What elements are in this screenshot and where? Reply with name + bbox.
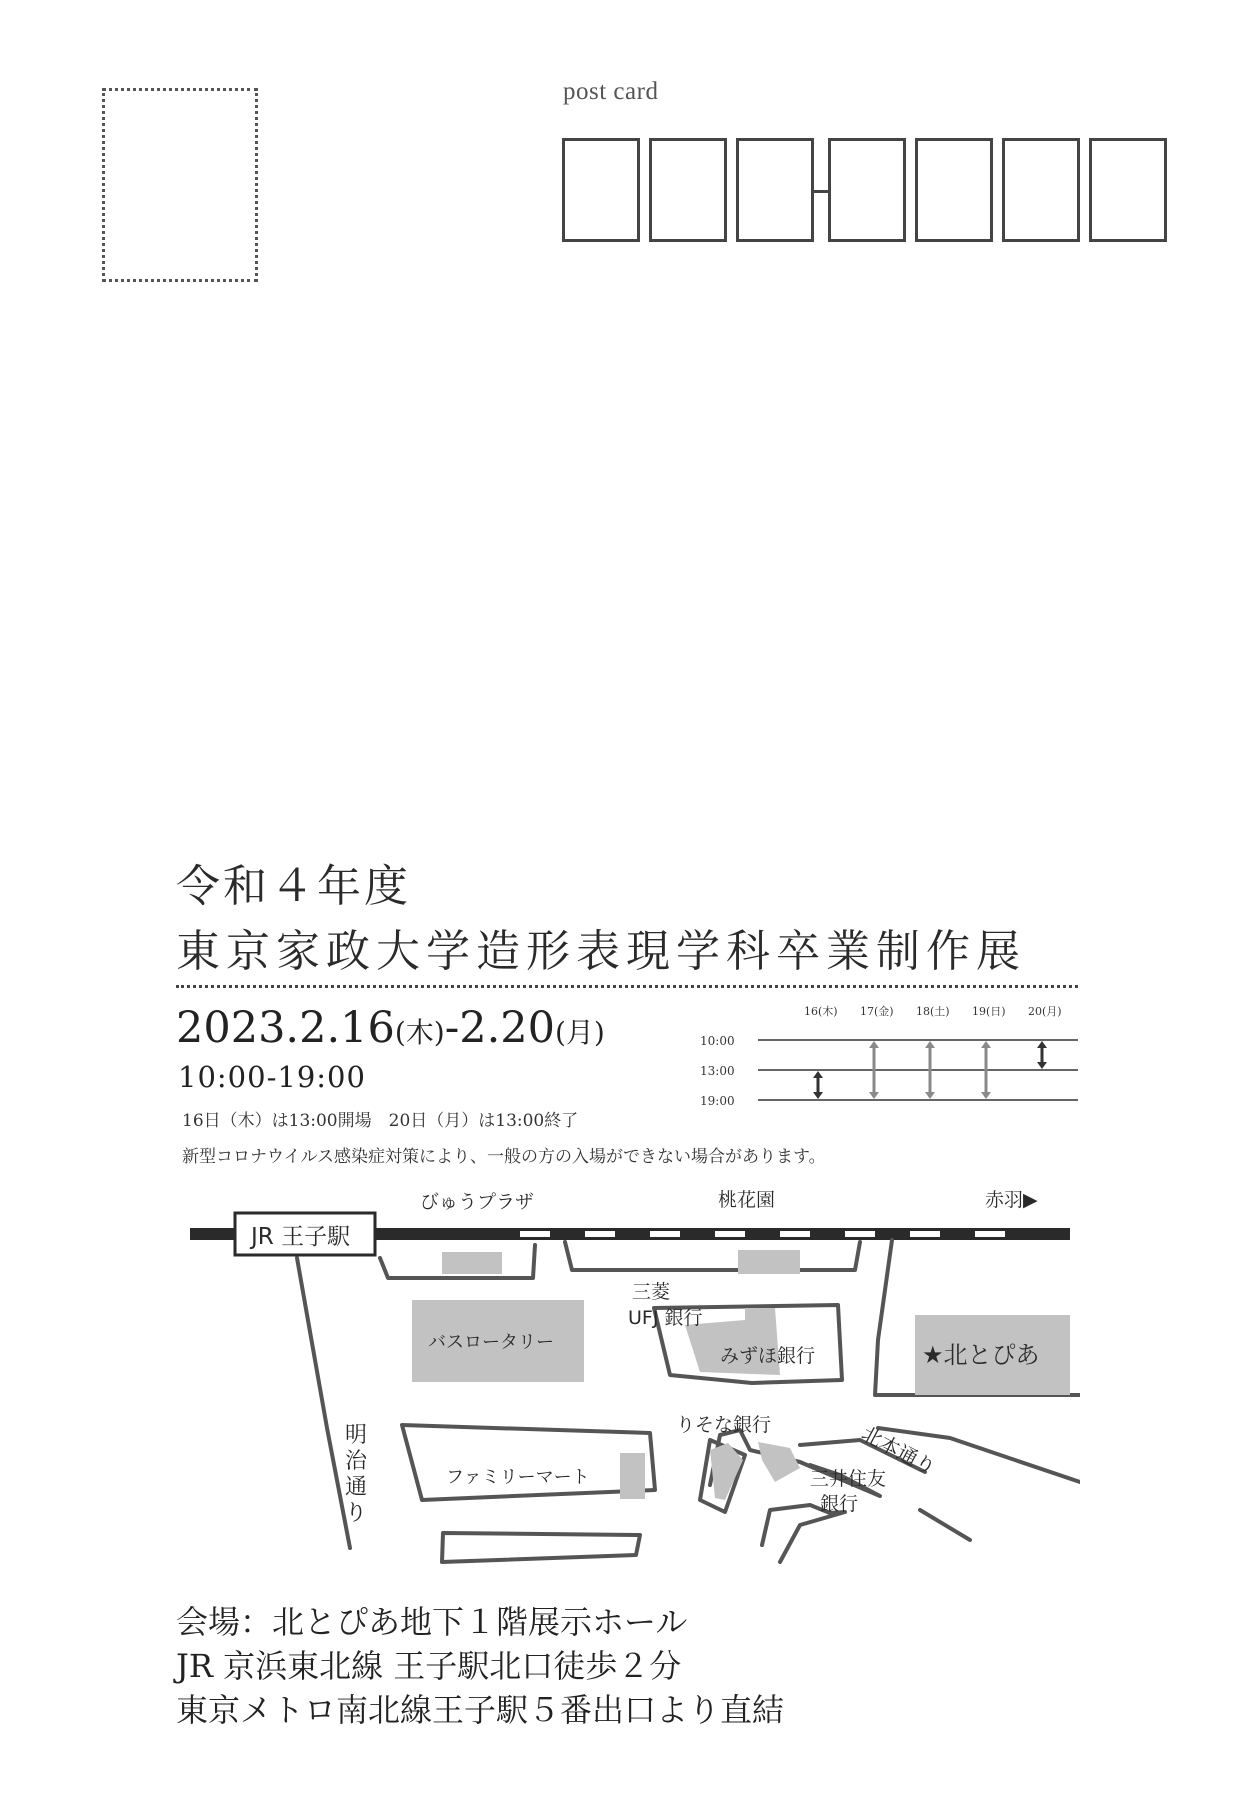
- view-plaza-label: びゅうプラザ: [420, 1191, 535, 1213]
- schedule-chart: [700, 1000, 1080, 1110]
- exhibition-title: 東京家政大学造形表現学科卒業制作展: [176, 926, 1026, 977]
- date-end-weekday: (月): [554, 1016, 605, 1049]
- kitamoto-road-label: 北本通り: [857, 1421, 940, 1480]
- access-jr-line: JR 京浜東北線 王子駅北口徒歩２分: [176, 1647, 682, 1685]
- schedule-day-label: 17(金): [860, 1005, 894, 1018]
- smbc-label-line2: 銀行: [820, 1493, 859, 1515]
- meiji-road-edge-left: [297, 1258, 350, 1548]
- tokaen-block: [738, 1250, 800, 1274]
- date-start-weekday: (木): [394, 1016, 445, 1049]
- postal-code-box: [915, 138, 993, 242]
- date-start: 2023.2.16: [176, 1003, 395, 1053]
- kitamoto-road-lower: [920, 1510, 970, 1540]
- schedule-range-arrow-bottom: [1037, 1062, 1047, 1069]
- tokaen-building-outline: [565, 1242, 860, 1270]
- schedule-range-arrow-bottom: [813, 1092, 823, 1099]
- schedule-day-label: 19(日): [972, 1005, 1006, 1018]
- date-end: -2.20: [444, 1003, 555, 1053]
- postal-code-box: [1089, 138, 1167, 242]
- mizuho-label: みずほ銀行: [720, 1345, 816, 1367]
- meiji-road-char-1: 明: [345, 1423, 368, 1448]
- postal-code-box: [736, 138, 814, 242]
- exhibition-dates: [176, 1003, 605, 1053]
- stamp-area: [102, 88, 258, 282]
- map-svg: [180, 1180, 1080, 1570]
- title-year: 令和４年度: [176, 861, 411, 912]
- mufg-label-line2: UFJ 銀行: [628, 1307, 703, 1329]
- schedule-range-arrow-bottom: [925, 1092, 935, 1099]
- venue-info: [176, 1600, 784, 1732]
- schedule-range-arrow-top: [1037, 1041, 1047, 1048]
- access-metro-line: 東京メトロ南北線王子駅５番出口より直結: [176, 1691, 785, 1729]
- schedule-range-arrow-top: [925, 1041, 935, 1048]
- familymart-label: ファミリーマート: [446, 1467, 590, 1488]
- dotted-separator: [176, 985, 1078, 988]
- familymart-block: [402, 1425, 655, 1500]
- view-plaza-block: [442, 1252, 502, 1274]
- resona-label: りそな銀行: [676, 1414, 772, 1436]
- smbc-block: [758, 1442, 800, 1482]
- mufg-label-line1: 三菱: [632, 1281, 671, 1303]
- schedule-range-arrow-bottom: [869, 1092, 879, 1099]
- schedule-range-arrow-top: [981, 1041, 991, 1048]
- postal-code-box: [1002, 138, 1080, 242]
- postal-code-box: [649, 138, 727, 242]
- venue-line: 会場：北とぴあ地下１階展示ホール: [176, 1603, 688, 1641]
- smbc-label-line1: 三井住友: [810, 1468, 887, 1490]
- schedule-day-label: 20(月): [1028, 1005, 1062, 1018]
- schedule-day-label: 18(土): [916, 1005, 950, 1018]
- covid-note: 新型コロナウイルス感染症対策により、一般の方の入場ができない場合があります。: [182, 1147, 826, 1167]
- familymart-store: [620, 1453, 645, 1499]
- station-label: JR 王子駅: [251, 1224, 351, 1250]
- kitatopia-label: ★北とぴあ: [922, 1341, 1040, 1369]
- bus-rotary-label: バスロータリー: [428, 1332, 554, 1353]
- akabane-label: 赤羽▶: [985, 1189, 1038, 1211]
- meiji-road-char-3: 通: [345, 1475, 368, 1500]
- postal-code-box: [562, 138, 640, 242]
- access-map: [180, 1180, 1080, 1570]
- schedule-day-label: 16(木): [804, 1005, 838, 1018]
- meiji-road-char-4: り: [345, 1501, 368, 1526]
- schedule-time-label: 10:00: [700, 1034, 735, 1048]
- schedule-range-arrow-top: [813, 1071, 823, 1078]
- postal-code-box: [828, 138, 906, 242]
- hours-note: 16日（木）は13:00開場 20日（月）は13:00終了: [182, 1111, 579, 1131]
- small-block: [442, 1533, 640, 1562]
- schedule-svg: [700, 1000, 1080, 1110]
- opening-hours: 10:00-19:00: [178, 1060, 366, 1094]
- schedule-time-label: 13:00: [700, 1064, 735, 1078]
- tokaen-label: 桃花園: [718, 1189, 776, 1211]
- schedule-range-arrow-bottom: [981, 1092, 991, 1099]
- postcard-label: post card: [563, 78, 659, 105]
- schedule-time-label: 19:00: [700, 1094, 735, 1108]
- schedule-range-arrow-top: [869, 1041, 879, 1048]
- meiji-road-char-2: 治: [345, 1449, 368, 1474]
